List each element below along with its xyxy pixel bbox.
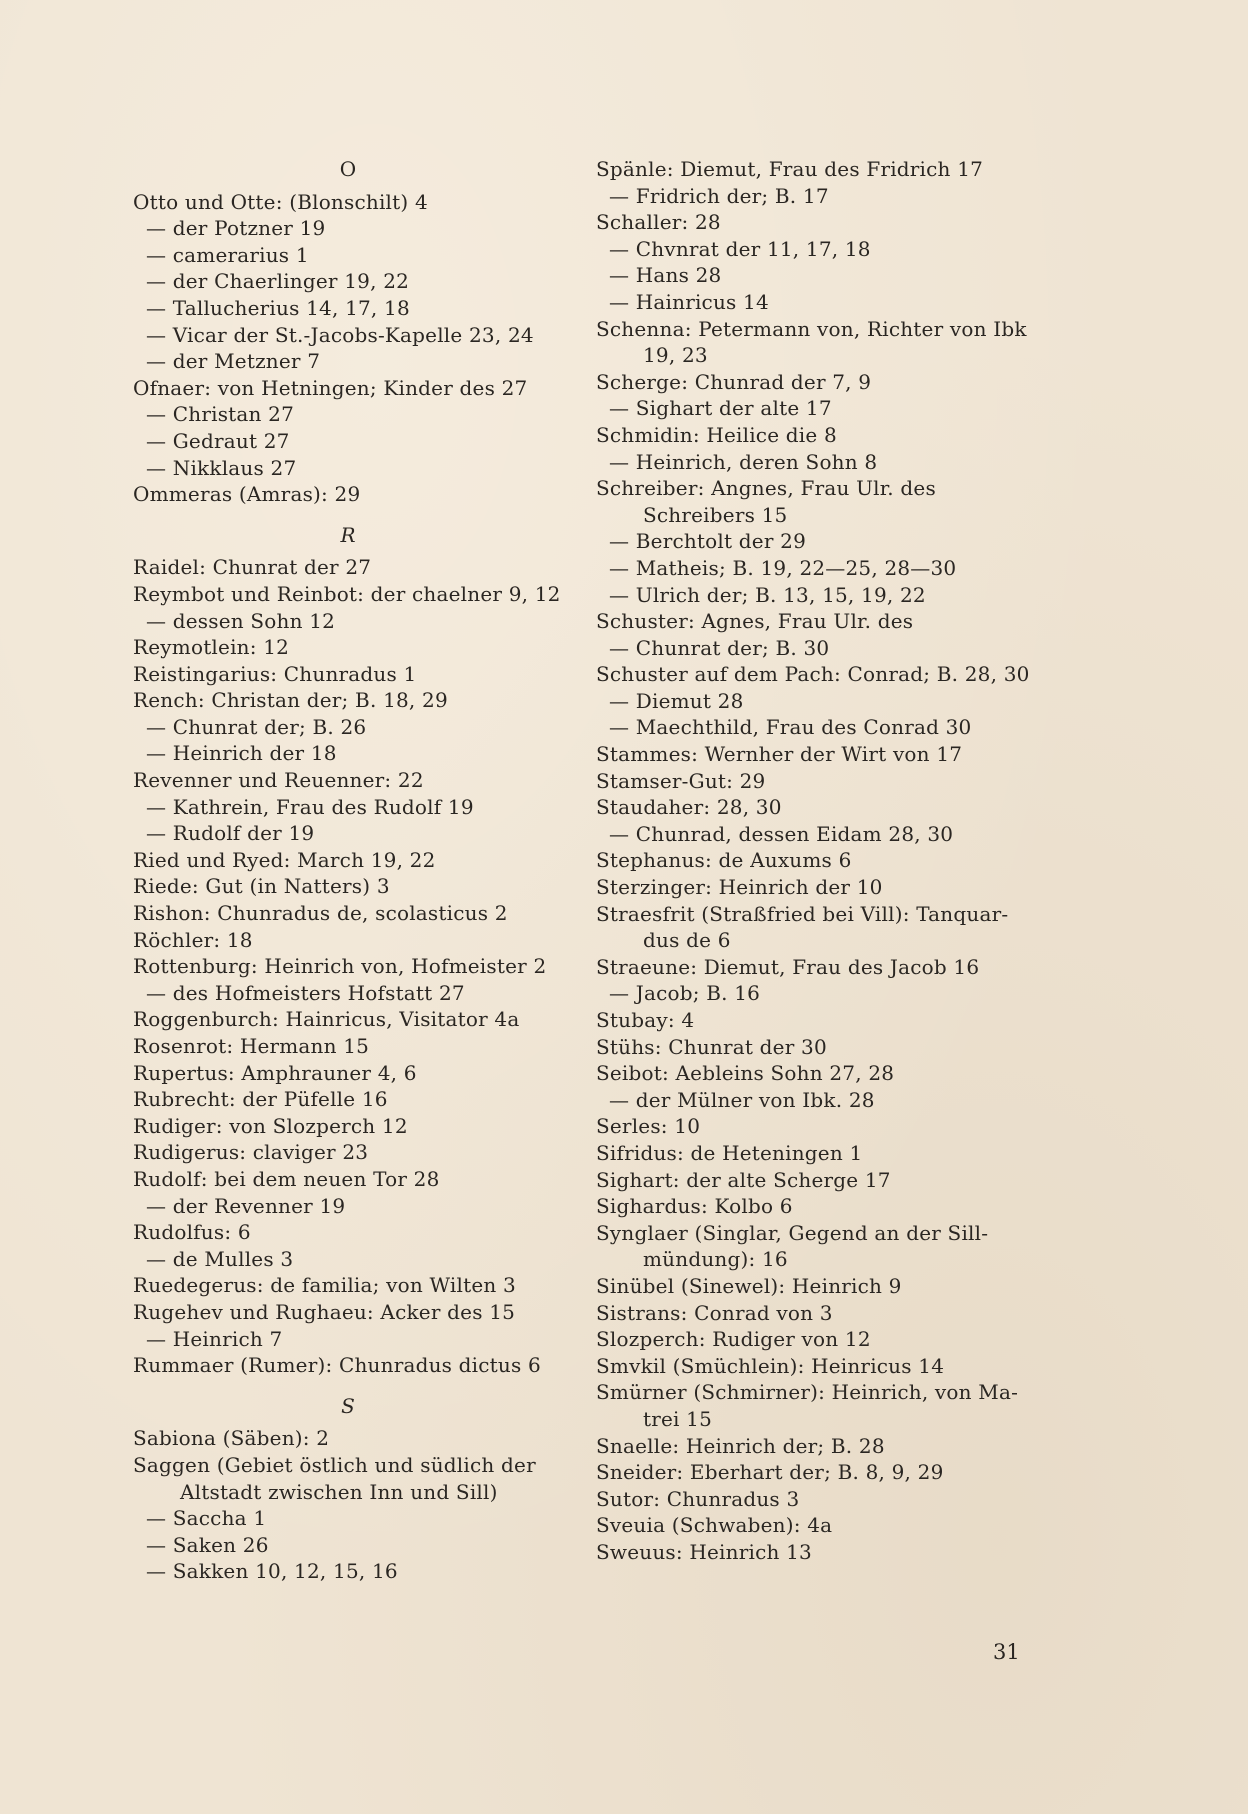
- index-subentry: — Jacob; B. 16: [609, 981, 761, 1006]
- index-subentry: — Sakken 10, 12, 15, 16: [146, 1559, 398, 1584]
- index-entry: Sighart: der alte Scherge 17: [596, 1167, 891, 1192]
- index-entry: Rudigerus: claviger 23: [133, 1140, 369, 1165]
- index-subentry: — Hainricus 14: [609, 289, 769, 314]
- index-entry: Sighardus: Kolbo 6: [596, 1194, 793, 1219]
- index-subentry: — Kathrein, Frau des Rudolf 19: [146, 794, 474, 819]
- index-entry: Saggen (Gebiet östlich und südlich der: [133, 1452, 536, 1477]
- index-subentry: — Sighart der alte 17: [609, 396, 832, 421]
- index-entry-continuation: Schreibers 15: [643, 502, 788, 527]
- index-entry: Ofnaer: von Hetningen; Kinder des 27: [133, 375, 528, 400]
- index-subentry: — der Mülner von Ibk. 28: [609, 1087, 875, 1112]
- index-entry: Spänle: Diemut, Frau des Fridrich 17: [596, 157, 984, 181]
- right-index-column: [596, 156, 1028, 1565]
- index-subentry: — camerarius 1: [146, 242, 309, 267]
- index-subentry: — Diemut 28: [609, 688, 744, 713]
- index-subentry: — Gedraut 27: [146, 428, 290, 453]
- index-entry: Scherge: Chunrad der 7, 9: [596, 369, 872, 394]
- index-entry: Stühs: Chunrat der 30: [596, 1034, 827, 1059]
- index-entry: Rosenrot: Hermann 15: [133, 1034, 370, 1058]
- section-letter-heading: O: [339, 157, 357, 181]
- index-entry: Schuster auf dem Pach: Conrad; B. 28, 30: [596, 662, 1030, 687]
- index-entry-continuation: mündung): 16: [643, 1247, 788, 1272]
- index-entry: Schaller: 28: [596, 210, 721, 235]
- index-entry: Raidel: Chunrat der 27: [133, 555, 372, 580]
- page-number: 31: [993, 1640, 1020, 1664]
- index-subentry: — der Chaerlinger 19, 22: [146, 269, 410, 294]
- index-subentry: — Saken 26: [146, 1532, 269, 1557]
- index-entry: Sveuia (Schwaben): 4a: [596, 1513, 833, 1538]
- index-entry: Snaelle: Heinrich der; B. 28: [596, 1433, 885, 1458]
- index-entry: Schreiber: Angnes, Frau Ulr. des: [596, 476, 936, 501]
- index-entry: Rudiger: von Slozperch 12: [133, 1113, 408, 1138]
- index-entry: Rummaer (Rumer): Chunradus dictus 6: [133, 1353, 541, 1378]
- index-entry: Sutor: Chunradus 3: [596, 1486, 800, 1511]
- index-subentry: — des Hofmeisters Hofstatt 27: [146, 980, 465, 1005]
- index-subentry: — Vicar der St.-Jacobs-Kapelle 23, 24: [146, 322, 534, 347]
- index-subentry: — Chvnrat der 11, 17, 18: [609, 236, 871, 261]
- index-entry: Schmidin: Heilice die 8: [596, 422, 837, 447]
- index-subentry: — der Potzner 19: [146, 216, 326, 241]
- index-subentry: — Berchtolt der 29: [609, 529, 807, 554]
- index-entry: Reymotlein: 12: [133, 635, 290, 660]
- section-gap: [133, 1379, 563, 1393]
- index-entry: Rench: Christan der; B. 18, 29: [133, 688, 448, 713]
- index-subentry: — de Mulles 3: [146, 1246, 294, 1271]
- index-entry: Sinübel (Sinewel): Heinrich 9: [596, 1273, 902, 1298]
- index-entry: Reistingarius: Chunradus 1: [133, 661, 417, 686]
- index-entry: Stammes: Wernher der Wirt von 17: [596, 742, 963, 767]
- index-entry: Rudolfus: 6: [133, 1220, 251, 1245]
- index-entry: Revenner und Reuenner: 22: [133, 768, 424, 793]
- index-entry: Synglaer (Singlar, Gegend an der Sill-: [596, 1220, 989, 1245]
- index-entry: Straeune: Diemut, Frau des Jacob 16: [596, 954, 980, 979]
- index-entry-continuation: trei 15: [643, 1406, 713, 1431]
- index-entry: Röchler: 18: [133, 927, 253, 952]
- index-subentry: — Heinrich, deren Sohn 8: [609, 449, 878, 474]
- index-entry: Sterzinger: Heinrich der 10: [596, 875, 883, 900]
- index-entry: Rudolf: bei dem neuen Tor 28: [133, 1166, 440, 1191]
- index-subentry: — Chunrat der; B. 30: [609, 635, 830, 660]
- index-entry: Straesfrit (Straßfried bei Vill): Tanquar-: [596, 901, 1009, 926]
- index-entry: Ommeras (Amras): 29: [133, 482, 361, 507]
- index-subentry: — Heinrich 7: [146, 1326, 283, 1351]
- index-entry: Smürner (Schmirner): Heinrich, von Ma-: [596, 1380, 1019, 1405]
- index-subentry: — Maechthild, Frau des Conrad 30: [609, 715, 972, 740]
- index-entry: Sistrans: Conrad von 3: [596, 1300, 833, 1325]
- index-entry: Rishon: Chunradus de, scolasticus 2: [133, 901, 508, 926]
- index-entry: Sweuus: Heinrich 13: [596, 1539, 812, 1564]
- index-entry: Rugehev und Rughaeu: Acker des 15: [133, 1299, 516, 1324]
- index-entry-continuation: dus de 6: [643, 928, 731, 953]
- section-gap: [133, 508, 563, 522]
- index-entry: Smvkil (Smüchlein): Heinricus 14: [596, 1353, 945, 1378]
- left-index-column: [133, 156, 563, 1585]
- index-subentry: — Heinrich der 18: [146, 741, 337, 766]
- index-subentry: — dessen Sohn 12: [146, 608, 336, 633]
- index-entry: Rubrecht: der Püfelle 16: [133, 1087, 388, 1112]
- index-subentry: — der Revenner 19: [146, 1193, 346, 1218]
- index-entry: Riede: Gut (in Natters) 3: [133, 874, 390, 899]
- index-subentry: — Ulrich der; B. 13, 15, 19, 22: [609, 582, 926, 607]
- index-entry-continuation: 19, 23: [643, 343, 708, 368]
- index-subentry: — Rudolf der 19: [146, 821, 315, 846]
- index-entry: Stamser-Gut: 29: [596, 768, 766, 793]
- index-entry: Slozperch: Rudiger von 12: [596, 1327, 871, 1352]
- index-subentry: — Fridrich der; B. 17: [609, 183, 829, 208]
- index-entry: Schuster: Agnes, Frau Ulr. des: [596, 609, 914, 634]
- index-entry: Sabiona (Säben): 2: [133, 1426, 330, 1451]
- index-subentry: — Saccha 1: [146, 1506, 267, 1531]
- index-entry: Sifridus: de Heteningen 1: [596, 1140, 863, 1165]
- index-subentry: — Chunrad, dessen Eidam 28, 30: [609, 821, 954, 846]
- index-entry: Staudaher: 28, 30: [596, 795, 782, 820]
- index-entry-continuation: Altstadt zwischen Inn und Sill): [180, 1479, 498, 1504]
- index-subentry: — Nikklaus 27: [146, 455, 297, 480]
- index-subentry: — Chunrat der; B. 26: [146, 714, 367, 739]
- index-entry: Sneider: Eberhart der; B. 8, 9, 29: [596, 1460, 944, 1485]
- index-subentry: — Christan 27: [146, 402, 295, 427]
- index-entry: Ruedegerus: de familia; von Wilten 3: [133, 1273, 516, 1298]
- section-letter-heading: R: [340, 522, 356, 547]
- index-entry: Reymbot und Reinbot: der chaelner 9, 12: [133, 581, 561, 606]
- index-subentry: — Matheis; B. 19, 22—25, 28—30: [609, 555, 957, 580]
- index-entry: Seibot: Aebleins Sohn 27, 28: [596, 1061, 895, 1086]
- index-subentry: — Hans 28: [609, 263, 722, 288]
- index-entry: Rottenburg: Heinrich von, Hofmeister 2: [133, 954, 547, 979]
- index-entry: Rupertus: Amphrauner 4, 6: [133, 1060, 417, 1085]
- index-entry: Stubay: 4: [596, 1008, 695, 1032]
- index-subentry: — Tallucherius 14, 17, 18: [146, 295, 410, 320]
- index-entry: Roggenburch: Hainricus, Visitator 4a: [133, 1007, 520, 1032]
- index-entry: Otto und Otte: (Blonschilt) 4: [133, 189, 428, 214]
- section-letter-heading: S: [341, 1393, 355, 1418]
- index-subentry: — der Metzner 7: [146, 349, 321, 374]
- index-entry: Serles: 10: [596, 1114, 701, 1139]
- index-entry: Stephanus: de Auxums 6: [596, 848, 852, 873]
- index-entry: Schenna: Petermann von, Richter von Ibk: [596, 316, 1027, 341]
- index-entry: Ried und Ryed: March 19, 22: [133, 847, 436, 872]
